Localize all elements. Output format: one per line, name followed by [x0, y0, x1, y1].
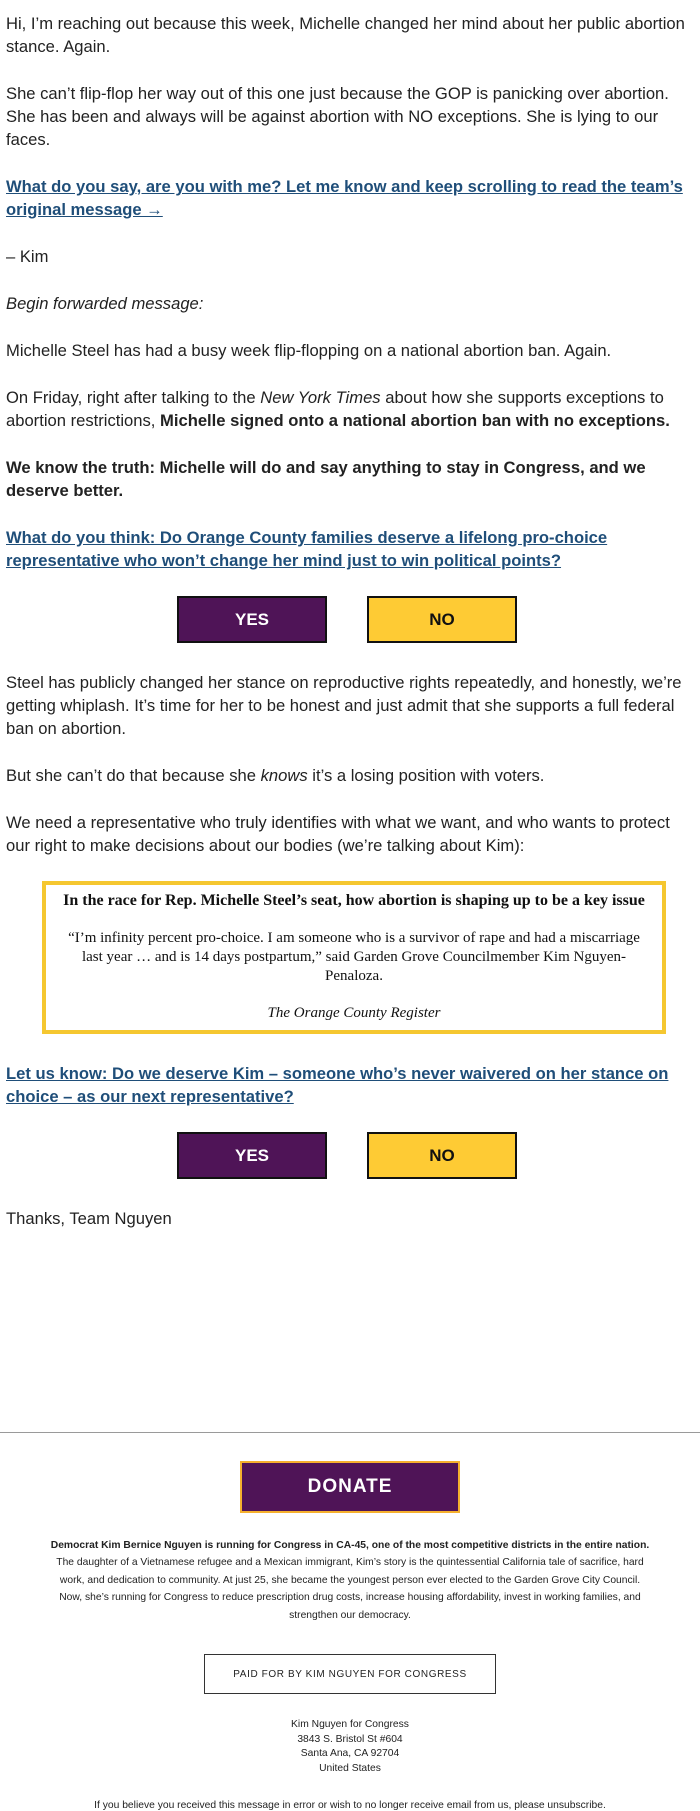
p2-publication: New York Times [260, 388, 381, 407]
forwarded-paragraph-1: Michelle Steel has had a busy week flip-flopping on a national abortion ban. Again. [6, 341, 612, 360]
news-quote-box [42, 881, 666, 1034]
address-line: United States [319, 1762, 381, 1774]
p2-bold-statement: Michelle signed onto a national abortion ban with no exceptions. [160, 411, 670, 430]
no-button[interactable]: NO [367, 596, 517, 643]
p5-text-c: it’s a losing position with voters. [307, 766, 545, 785]
address-line: Kim Nguyen for Congress [291, 1719, 409, 1731]
address-line: Santa Ana, CA 92704 [300, 1748, 400, 1760]
donate-button[interactable]: DONATE [240, 1461, 460, 1513]
mailing-address [0, 1718, 700, 1776]
quote-body: “I’m infinity percent pro-choice. I am someone who is a survivor of rape and had a miscarriage last year … and is 14 days postpartum,” said Garden Grove Councilmember Kim Nguyen-Penaloza. [68, 930, 640, 984]
address-line: 3843 S. Bristol St #604 [297, 1733, 403, 1745]
quote-source: The Orange County Register [267, 1005, 441, 1021]
intro-paragraph-2: She can’t flip-flop her way out of this one just because the GOP is panicking over abortion. She has been and always will be against abortion with NO exceptions. She is lying to our faces. [6, 84, 669, 149]
forwarded-paragraph-3 [6, 456, 688, 502]
p5-text-a: But she can’t do that because she [6, 766, 261, 785]
forwarded-paragraph-2 [6, 386, 688, 432]
bio-rest: The daughter of a Vietnamese refugee and a Mexican immigrant, Kim’s story is the quintessential California tale of sacrifice, hard work, and dedication to community. At just 25, she became the youngest person ever elected to the Garden Grove City Council. Now, she’s running for Congress to reduce prescription drug costs, increase housing affordability, invest in working families, and strengthen our democracy. [56, 1557, 644, 1621]
bio-bold: Democrat Kim Bernice Nguyen is running for Congress in CA-45, one of the most competitive districts in the entire nation. [50, 1540, 650, 1551]
unsubscribe-notice[interactable]: If you believe you received this message in error or wish to no longer receive email from us, please unsubscribe. [94, 1800, 606, 1811]
p3-bold: We know the truth: Michelle will do and say anything to stay in Congress, and we deserve better. [6, 458, 646, 500]
intro-paragraph-1: Hi, I’m reaching out because this week, Michelle changed her mind about her public abortion stance. Again. [6, 14, 685, 56]
p5-emphasis: knows [260, 766, 308, 785]
signature: – Kim [6, 247, 49, 266]
forwarded-paragraph-5 [6, 764, 688, 787]
poll-cta-link-2[interactable]: Let us know: Do we deserve Kim – someone who’s never waivered on her stance on choice – as our next representative? [6, 1064, 669, 1106]
poll-buttons-1 [6, 596, 688, 643]
closing-thanks: Thanks, Team Nguyen [6, 1209, 172, 1228]
forwarded-paragraph-4: Steel has publicly changed her stance on reproductive rights repeatedly, and honestly, we’re getting whiplash. It’s time for her to be honest and just admit that she supports a full federal ban on abortion. [6, 673, 682, 738]
forwarded-paragraph-6: We need a representative who truly identifies with what we want, and who wants to protect our right to make decisions about our bodies (we’re talking about Kim): [6, 813, 670, 855]
no-button[interactable]: NO [367, 1132, 517, 1179]
poll-cta-link-1[interactable]: What do you think: Do Orange County families deserve a lifelong pro-choice representative who won’t change her mind just to win political points? [6, 528, 608, 570]
spacer [0, 1254, 700, 1432]
yes-button[interactable]: YES [177, 596, 327, 643]
intro-cta-paragraph [6, 175, 688, 221]
intro-cta-link[interactable]: What do you say, are you with me? Let me know and keep scrolling to read the team’s original message → [6, 177, 683, 219]
poll-cta-paragraph-1 [6, 526, 688, 572]
footer [0, 1433, 700, 1811]
candidate-bio [50, 1537, 650, 1624]
forwarded-label: Begin forwarded message: [6, 294, 204, 313]
poll-buttons-2 [6, 1132, 688, 1179]
p2-text-a: On Friday, right after talking to the [6, 388, 261, 407]
poll-cta-paragraph-2 [6, 1062, 688, 1108]
yes-button[interactable]: YES [177, 1132, 327, 1179]
paid-for-disclaimer: PAID FOR BY KIM NGUYEN FOR CONGRESS [204, 1654, 496, 1694]
p2-text-c: about how she supports exceptions to abortion restrictions, [6, 388, 664, 430]
quote-title: In the race for Rep. Michelle Steel’s seat, how abortion is shaping up to be a key issue [63, 892, 645, 909]
